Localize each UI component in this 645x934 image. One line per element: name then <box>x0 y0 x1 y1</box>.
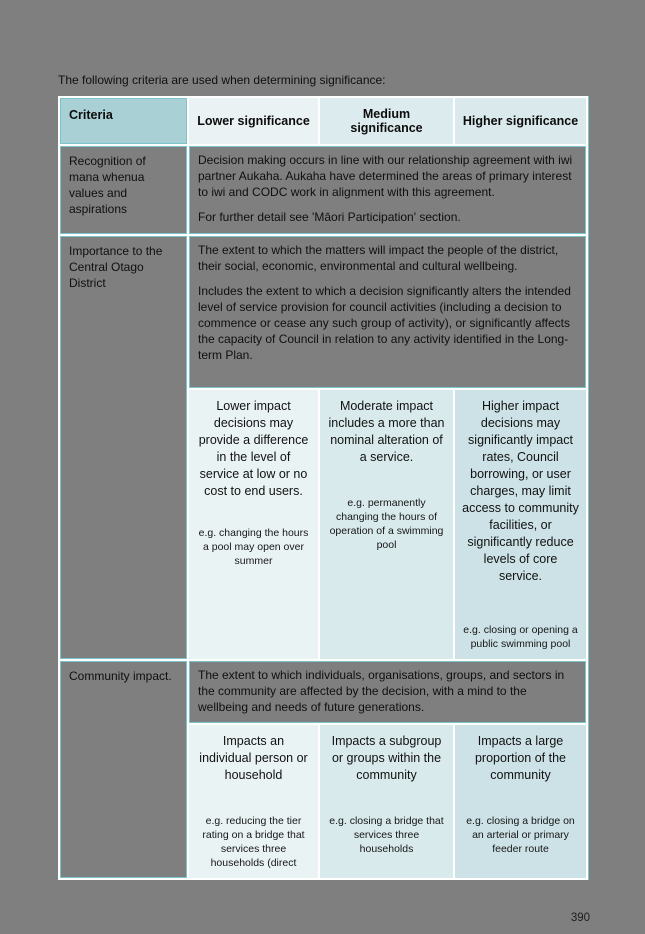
level-example: e.g. reducing the tier rating on a bridge that services three households (direct <box>202 815 305 869</box>
importance-lower-cell <box>189 390 318 659</box>
intro-text: The following criteria are used when determining significance: <box>58 73 386 87</box>
row-community-description <box>60 661 586 723</box>
significance-table-container <box>58 96 590 880</box>
community-higher-cell <box>455 725 586 878</box>
importance-medium-cell <box>320 390 453 659</box>
criteria-importance: Importance to the Central Otago District <box>60 236 187 659</box>
level-text: Higher impact decisions may significantly impact rates, Council borrowing, or user charges, may limit access to community facilities, or significantly reduce levels of core service. <box>462 399 579 583</box>
description-paragraph: The extent to which the matters will impact the people of the district, their social, economic, environmental and cultural wellbeing. <box>198 243 559 273</box>
level-text: Impacts a subgroup or groups within the community <box>331 734 442 782</box>
description-community <box>189 661 586 723</box>
level-example: e.g. closing or opening a public swimming pool <box>463 624 578 650</box>
level-example: e.g. changing the hours a pool may open over summer <box>198 527 309 567</box>
header-medium-significance: Medium significance <box>320 98 453 144</box>
level-text: Moderate impact includes a more than nominal alteration of a service. <box>328 399 445 464</box>
page-number: 390 <box>570 912 590 924</box>
level-text: Impacts an individual person or household <box>199 734 308 782</box>
description-paragraph: The extent to which individuals, organisations, groups, and sectors in the community are affected by the decision, with a mind to the wellbeing and needs of future generations. <box>198 668 565 714</box>
importance-higher-cell <box>455 390 586 659</box>
header-criteria: Criteria <box>60 98 187 144</box>
level-example: e.g. permanently changing the hours of operation of a swimming pool <box>329 497 444 551</box>
community-medium-cell <box>320 725 453 878</box>
description-paragraph: Includes the extent to which a decision significantly alters the intended level of service provision for council activities (including a decision to commence or cease any such group of activity), or significantly affects the capacity of Council in relation to any activity identified in the Long-term Plan. <box>198 284 571 362</box>
level-example: e.g. closing a bridge that services three households <box>329 815 444 855</box>
header-lower-significance: Lower significance <box>189 98 318 144</box>
row-importance-description <box>60 236 586 388</box>
description-recognition <box>189 146 586 234</box>
table-header-row <box>60 98 586 144</box>
header-higher-significance: Higher significance <box>455 98 586 144</box>
community-lower-cell <box>189 725 318 878</box>
level-example: e.g. closing a bridge on an arterial or primary feeder route <box>466 815 575 855</box>
description-paragraph: Decision making occurs in line with our relationship agreement with iwi partner Aukaha. Aukaha have determined the areas of primary interest to iwi and CODC work in alignment with this agreement. <box>198 153 573 199</box>
description-paragraph: For further detail see 'Māori Participation' section. <box>198 210 461 224</box>
significance-table <box>58 96 589 880</box>
level-text: Lower impact decisions may provide a difference in the level of service at low or no cost to end users. <box>198 399 309 498</box>
level-text: Impacts a large proportion of the community <box>474 734 567 782</box>
row-recognition <box>60 146 586 234</box>
criteria-recognition: Recognition of mana whenua values and aspirations <box>60 146 187 234</box>
criteria-community: Community impact. <box>60 661 187 878</box>
description-importance <box>189 236 586 388</box>
